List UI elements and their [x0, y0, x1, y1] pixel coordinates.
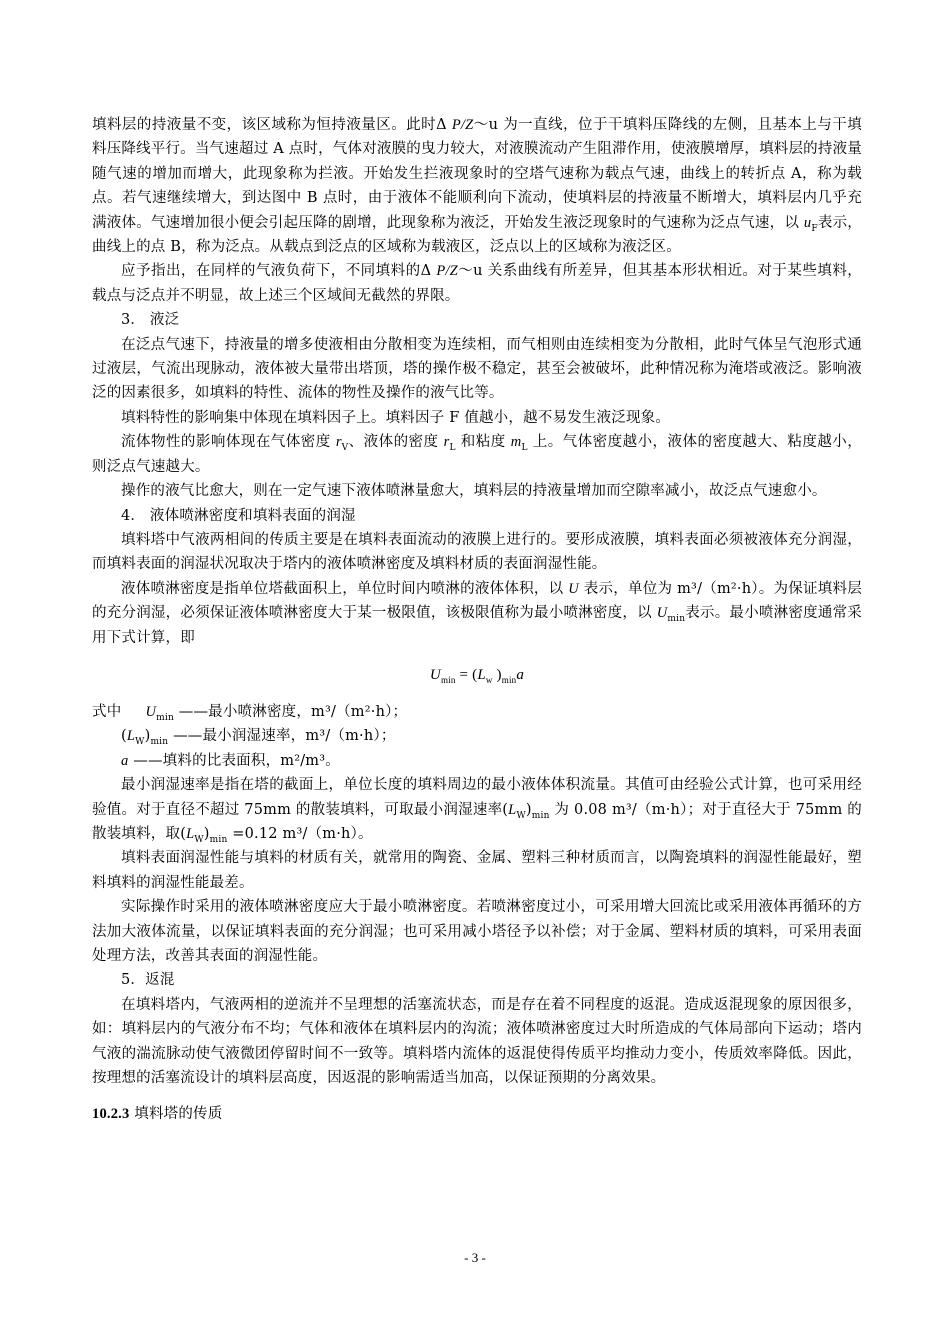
- section-heading-mass-transfer: 10.2.3 填料塔的传质: [92, 1106, 223, 1123]
- paragraph-flooding: 在泛点气速下，持液量的增多使液相由分散相变为连续相，而气相则由连续相变为分散相，此时气体呈气泡形式通过液层，气流出现脉动，液体被大量带出塔顶，塔的操作极不稳定，甚至会被破坏，此种情况称为淹塔或液泛。影响液泛的因素很多，如填料的特性、流体的物性及操作的液气比等。: [92, 336, 862, 402]
- heading-backmixing: 5．返混: [121, 972, 175, 989]
- paragraph-spray-density: 液体喷淋密度是指单位塔截面积上，单位时间内喷淋的液体体积，以 U 表示，单位为 m³/（m²·h）。为保证填料层的充分润湿，必须保证液体喷淋密度大于某一极限值，该极限值称为最小喷淋密度，以 $U_{min}$表示。最小喷淋密度通常采用下式计算，即: [92, 580, 863, 646]
- paragraph-packing-factor: 填料特性的影响集中体现在填料因子上。填料因子 F 值越小，越不易发生液泛现象。: [121, 409, 671, 426]
- paragraph-min-wetting-rate: 最小润湿速率是指在塔的截面上，单位长度的填料周边的最小液体体积流量。其值可由经验公式计算，也可采用经验值。对于直径不超过 75mm 的散装填料，可取最小润湿速率$(L_W)_{min}$ 为 0.08 m³/（m·h）；对于直径大于 75mm 的散装填料，取$(L_W)_{min} =0.12$ m³/（m·h）。: [92, 777, 862, 845]
- definition-a: a ——填料的比表面积，m²/m³。: [121, 752, 340, 769]
- paragraph-note: 应予指出，在同样的气液负荷下，不同填料的Δ P/Z～u 关系曲线有所差异，但其基本形状相近。对于某些填料，载点与泛点并不明显，故上述三个区域间无截然的界限。: [92, 263, 863, 304]
- paragraph-mass-transfer: 填料塔中气液两相间的传质主要是在填料表面流动的液膜上进行的。要形成液膜，填料表面必须被液体充分润湿，而填料表面的润湿状况取决于塔内的液体喷淋密度及填料材质的表面润湿性能。: [92, 531, 862, 573]
- paragraph-fluid-properties: 流体物性的影响体现在气体密度 $r_V$、液体的密度 $r_L$ 和粘度 $m_L$ 上。气体密度越小，液体的密度越大、粘度越小，则泛点气速越大。: [92, 434, 862, 475]
- paragraph-operation: 实际操作时采用的液体喷淋密度应大于最小喷淋密度。若喷淋密度过小，可采用增大回流比或采用液体再循环的方法加大液体流量，以保证填料表面的充分润湿；也可采用减小塔径予以补偿；对于金属、塑料材质的填料，可采用表面处理方法，改善其表面的润湿性能。: [92, 899, 862, 964]
- page-number: - 3 -: [464, 1250, 486, 1265]
- paragraph-holdup: 填料层的持液量不变，该区域称为恒持液量区。此时Δ P/Z～u 为一直线，位于干填料压降线的左侧，且基本上与干填料压降线平行。当气速超过 A 点时，气体对液膜的曳力较大，对液膜流动产生阻滞作用，使液膜增厚，填料层的持液量随气速的增加而增大，此现象称为拦液。开始发生拦液现象时的空塔气速称为载点气速，曲线上的转折点 A，称为载点。若气速继续增大，到达图中 B 点时，由于液体不能顺利向下流动，使填料层的持液量不断增大，填料层内几乎充满液体。气速增加很小便会引起压降的剧增，此现象称为液泛，开始发生液泛现象时的气速称为泛点气速，以 $u_F$表示，曲线上的点 B，称为泛点。从载点到泛点的区域称为载液区，泛点以上的区域称为液泛区。: [92, 117, 863, 256]
- paragraph-liquid-gas-ratio: 操作的液气比愈大，则在一定气速下液体喷淋量愈大，填料层的持液量增加而空隙率减小，故泛点气速愈小。: [121, 483, 827, 500]
- document-body: [92, 113, 862, 1126]
- paragraph-backmixing: 在填料塔内，气液两相的逆流并不呈理想的活塞流状态，而是存在着不同程度的返混。造成返混现象的原因很多，如：填料层内的气液分布不均；气体和液体在填料层内的沟流；液体喷淋密度过大时所造成的气体局部向下运动；塔内气液的湍流脉动使气液微团停留时间不一致等。填料塔内流体的返混使得传质平均推动力变小，传质效率降低。因此，按理想的活塞流设计的填料层高度，因返混的影响需适当加高，以保证预期的分离效果。: [92, 996, 862, 1087]
- paragraph-wettability: 填料表面润湿性能与填料的材质有关，就常用的陶瓷、金属、塑料三种材质而言，以陶瓷填料的润湿性能最好，塑料填料的润湿性能最差。: [92, 850, 862, 891]
- definition-u-min: 式中 $U_{min}$ ——最小喷淋密度，m³/（m²·h）；: [92, 703, 408, 723]
- symbol-definitions: [92, 700, 862, 773]
- heading-spray-density: 4． 液体喷淋密度和填料表面的润湿: [121, 507, 356, 524]
- heading-flooding: 3． 液泛: [121, 312, 180, 329]
- formula-min-spray-density: $U_{min} = (L_w$ )$_{min}a$: [429, 666, 525, 685]
- definition-lw-min: $(L_W)_{min}$ ——最小润湿速率，m³/（m·h）；: [121, 728, 396, 748]
